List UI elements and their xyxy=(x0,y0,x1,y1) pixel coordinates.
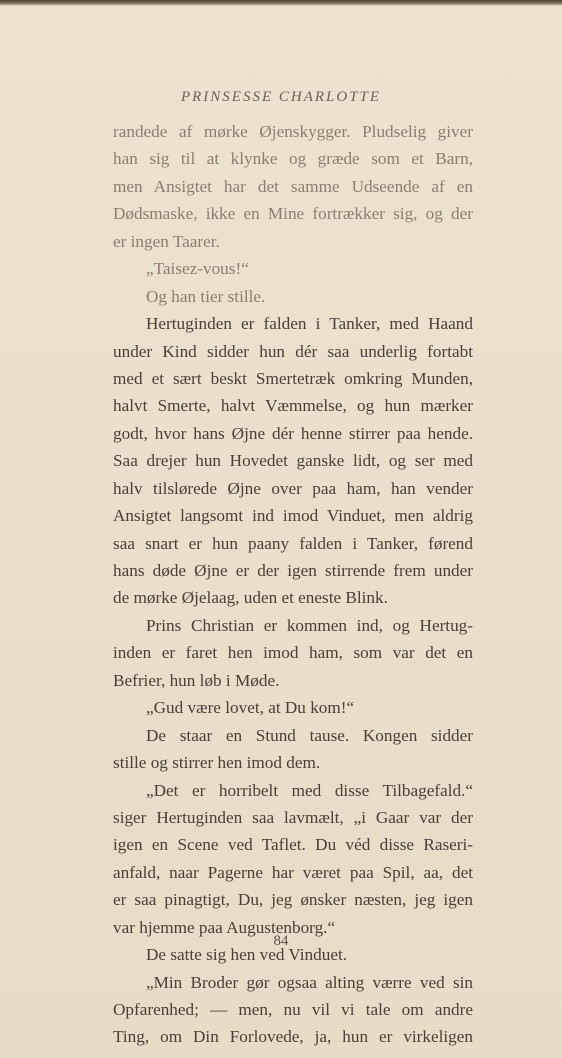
text-line: „Gud være lovet, at Du kom!“ xyxy=(146,698,355,718)
text-line: igen en Scene ved Taflet. Du véd disse Raseri- xyxy=(113,835,473,855)
text-line: halv tilslørede Øjne over paa ham, han vender xyxy=(113,478,473,498)
text-line: halvt Smerte, halvt Væmmelse, og hun mærker xyxy=(113,396,473,416)
text-line: anfald, naar Pagerne har været paa Spil, aa, det xyxy=(113,862,473,882)
text-line: Prins Christian er kommen ind, og Hertug- xyxy=(146,615,473,635)
text-line: De satte sig hen ved Vinduet. xyxy=(146,945,348,965)
text-line: „Taisez-vous!“ xyxy=(146,259,249,279)
text-line: saa snart er hun paany falden i Tanker, førend xyxy=(113,533,473,553)
text-line: godt, hvor hans Øjne dér henne stirrer paa hende. xyxy=(113,423,473,443)
text-line: inden er faret hen imod ham, som var det en xyxy=(113,643,473,663)
text-line: han sig til at klynke og græde som et Barn, xyxy=(113,149,473,169)
text-line: under Kind sidder hun dér saa underlig fortabt xyxy=(113,341,473,361)
text-line: Befrier, hun løb i Møde. xyxy=(113,670,280,690)
text-line: De staar en Stund tause. Kongen sidder xyxy=(146,725,473,745)
text-line: Saa drejer hun Hovedet ganske lidt, og ser med xyxy=(113,451,473,471)
text-line: „Det er horribelt med disse Tilbagefald.“ xyxy=(146,780,473,800)
text-line: „Min Broder gør ogsaa alting værre ved sin xyxy=(146,972,473,992)
text-line: stille og stirrer hen imod dem. xyxy=(113,753,321,773)
text-line: var hjemme paa Augustenborg.“ xyxy=(113,917,336,937)
text-line: Ting, om Din Forlovede, ja, hun er virkeligen xyxy=(113,1027,473,1047)
running-head: PRINSESSE CHARLOTTE xyxy=(180,89,382,105)
text-line: Og han tier stille. xyxy=(146,286,266,306)
text-line: Dødsmaske, ikke en Mine fortrækker sig, og der xyxy=(113,204,473,224)
text-line: hans døde Øjne er der igen stirrende frem under xyxy=(113,561,473,580)
body-text xyxy=(113,118,473,1051)
page-number: 84 xyxy=(273,933,289,949)
text-line: men Ansigtet har det samme Udseende af en xyxy=(113,176,473,196)
text-line: er saa pinagtigt, Du, jeg ønsker næsten, jeg igen xyxy=(113,890,473,910)
text-line: Hertuginden er falden i Tanker, med Haand xyxy=(146,314,473,334)
text-line: er ingen Taarer. xyxy=(113,231,220,251)
page-top-edge xyxy=(0,0,562,6)
text-line: Opfarenhed; — men, nu vil vi tale om andre xyxy=(113,1000,473,1019)
text-line: randede af mørke Øjenskygger. Pludselig giver xyxy=(113,122,473,141)
text-line: de mørke Øjelaag, uden et eneste Blink. xyxy=(113,588,388,608)
text-line: med et sært beskt Smertetræk omkring Munden, xyxy=(113,368,473,388)
text-line: siger Hertuginden saa lavmælt, „i Gaar var der xyxy=(113,807,473,827)
text-line: Ansigtet langsomt ind imod Vinduet, men aldrig xyxy=(113,506,473,526)
